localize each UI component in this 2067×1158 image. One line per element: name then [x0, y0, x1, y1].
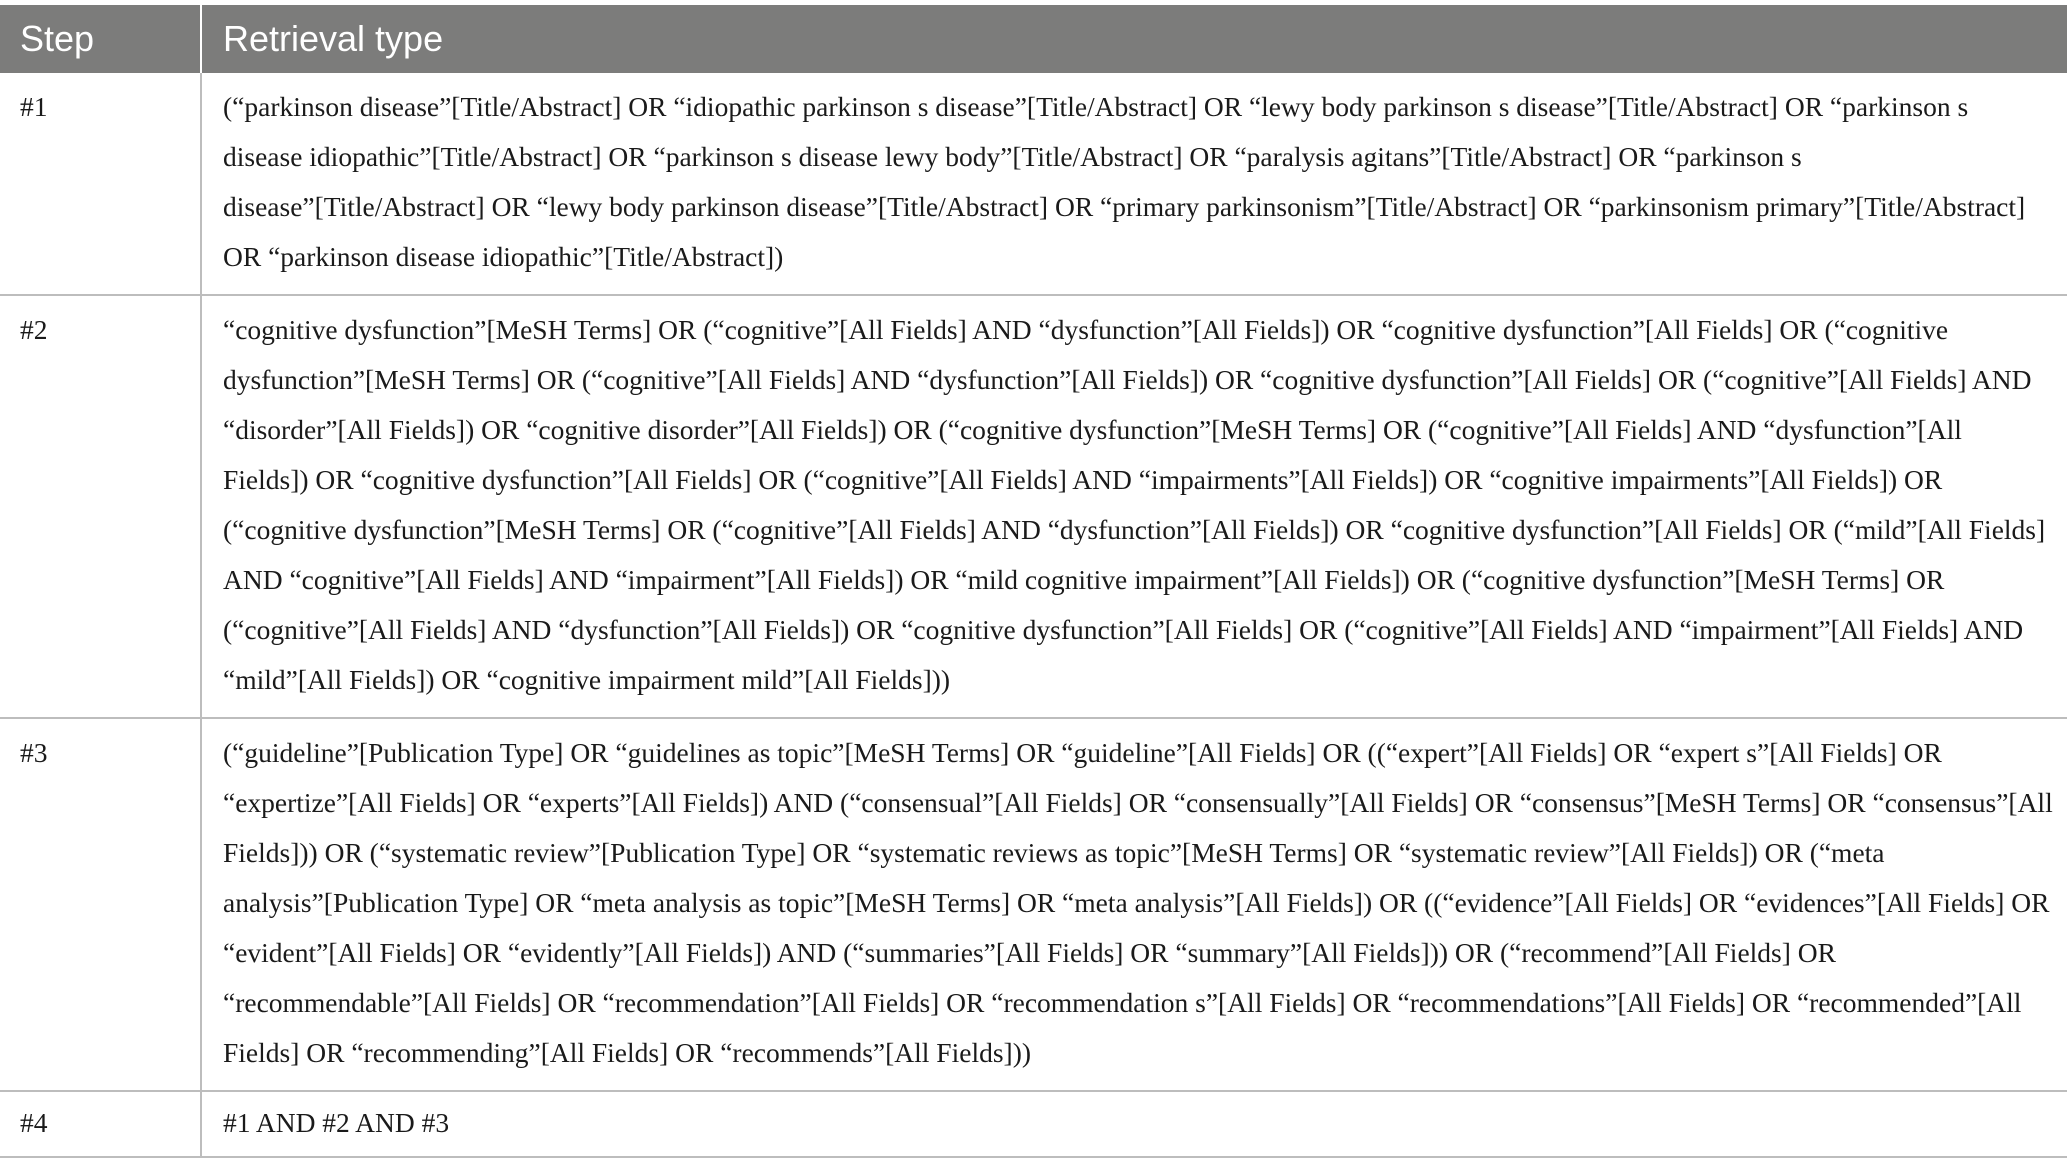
header-row	[0, 5, 2067, 73]
header-step: Step	[0, 5, 201, 73]
retrieval-cell: (“parkinson disease”[Title/Abstract] OR “idiopathic parkinson s disease”[Title/Abstract] OR “lewy body parkinson s disease”[Title/Abstract] OR “parkinson s disease idiopathic”[Title/Abstract] OR “parkinson s disease lewy body”[Title/Abstract] OR “paralysis agitans”[Title/Abstract] OR “parkinson s disease”[Title/Abstract] OR “lewy body parkinson disease”[Title/Abstract] OR “primary parkinsonism”[Title/Abstract] OR “parkinsonism primary”[Title/Abstract] OR “parkinson disease idiopathic”[Title/Abstract])	[201, 73, 2067, 295]
step-cell: #4	[0, 1091, 201, 1157]
search-strategy-table	[0, 5, 2067, 1158]
table-row	[0, 718, 2067, 1091]
retrieval-cell: (“guideline”[Publication Type] OR “guidelines as topic”[MeSH Terms] OR “guideline”[All Fields] OR ((“expert”[All Fields] OR “expert s”[All Fields] OR “expertize”[All Fields] OR “experts”[All Fields]) AND (“consensual”[All Fields] OR “consensually”[All Fields] OR “consensus”[MeSH Terms] OR “consensus”[All Fields])) OR (“systematic review”[Publication Type] OR “systematic reviews as topic”[MeSH Terms] OR “systematic review”[All Fields]) OR (“meta analysis”[Publication Type] OR “meta analysis as topic”[MeSH Terms] OR “meta analysis”[All Fields]) OR ((“evidence”[All Fields] OR “evidences”[All Fields] OR “evident”[All Fields] OR “evidently”[All Fields]) AND (“summaries”[All Fields] OR “summary”[All Fields])) OR (“recommend”[All Fields] OR “recommendable”[All Fields] OR “recommendation”[All Fields] OR “recommendation s”[All Fields] OR “recommendations”[All Fields] OR “recommended”[All Fields] OR “recommending”[All Fields] OR “recommends”[All Fields]))	[201, 718, 2067, 1091]
header-retrieval-type: Retrieval type	[201, 5, 2067, 73]
table-header	[0, 5, 2067, 73]
step-cell: #3	[0, 718, 201, 1091]
table-row	[0, 1091, 2067, 1157]
table-row	[0, 73, 2067, 295]
retrieval-cell: “cognitive dysfunction”[MeSH Terms] OR (“cognitive”[All Fields] AND “dysfunction”[All Fields]) OR “cognitive dysfunction”[All Fields] OR (“cognitive dysfunction”[MeSH Terms] OR (“cognitive”[All Fields] AND “dysfunction”[All Fields]) OR “cognitive dysfunction”[All Fields] OR (“cognitive”[All Fields] AND “disorder”[All Fields]) OR “cognitive disorder”[All Fields]) OR (“cognitive dysfunction”[MeSH Terms] OR (“cognitive”[All Fields] AND “dysfunction”[All Fields]) OR “cognitive dysfunction”[All Fields] OR (“cognitive”[All Fields] AND “impairments”[All Fields]) OR “cognitive impairments”[All Fields]) OR (“cognitive dysfunction”[MeSH Terms] OR (“cognitive”[All Fields] AND “dysfunction”[All Fields]) OR “cognitive dysfunction”[All Fields] OR (“mild”[All Fields] AND “cognitive”[All Fields] AND “impairment”[All Fields]) OR “mild cognitive impairment”[All Fields]) OR (“cognitive dysfunction”[MeSH Terms] OR (“cognitive”[All Fields] AND “dysfunction”[All Fields]) OR “cognitive dysfunction”[All Fields] OR (“cognitive”[All Fields] AND “impairment”[All Fields] AND “mild”[All Fields]) OR “cognitive impairment mild”[All Fields]))	[201, 295, 2067, 718]
search-strategy-table-container	[0, 5, 2067, 1158]
table-body	[0, 73, 2067, 1157]
step-cell: #1	[0, 73, 201, 295]
step-cell: #2	[0, 295, 201, 718]
table-row	[0, 295, 2067, 718]
retrieval-cell: #1 AND #2 AND #3	[201, 1091, 2067, 1157]
